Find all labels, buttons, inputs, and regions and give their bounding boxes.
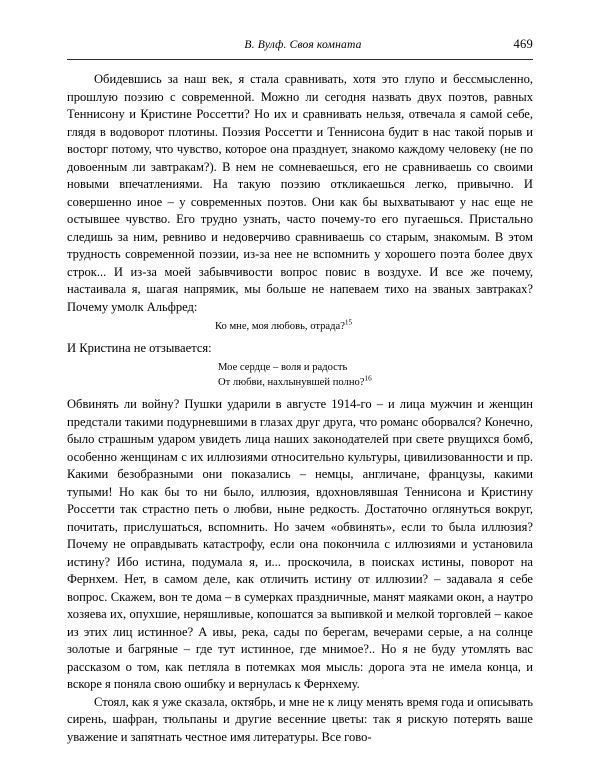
paragraph-opening: Обидевшись за наш век, я стала сравнивать, хотя это глупо и бессмысленно, прошлую поэзию с современной. Можно ли сегодня назвать двух поэтов, равных Теннисону и Кристине Россетти? Но их и сравнивать нельзя, отвечала я самой себе, глядя в водоворот плотины. Поэзия Россетти и Теннисона будит в нас такой порыв и восторг потому, что чувство, которое она празднует, знакомо каждому человеку (не по довоенным ли завтракам?). В нем не сомневаешься, его не сравниваешь со своими новыми впечатлениями. На такую поэзию откликаешься легко, привычно. И совершенно иное – у современных поэтов. Они как бы выхватывают у нас еще не остывшее чувство. Его трудно узнать, часто почему-то его пугаешься. Пристально следишь за ним, ревниво и недоверчиво сравниваешь со старым, знакомым. В этом трудность современной поэзии, из-за нее не вспомнить у хорошего поэта более двух строк... И из-за моей забывчивости вопрос повис в воздухе. И все же почему, настаивала я, шагая напрямик, мы больше не напеваем тихо на званых завтраках? Почему умолк Альфред: bbox=[67, 72, 533, 314]
verse-quotation-alfred bbox=[67, 320, 533, 335]
text-column bbox=[67, 71, 533, 746]
verse-quotation-kristina bbox=[67, 361, 533, 390]
lead-line-kristina: И Кристина не отзывается: bbox=[67, 340, 212, 355]
footnote-marker-16[interactable]: 16 bbox=[364, 374, 372, 383]
verse-line-text: Ко мне, моя любовь, отрада? bbox=[215, 321, 345, 332]
page-number: 469 bbox=[513, 37, 533, 51]
footnote-marker-15[interactable]: 15 bbox=[344, 318, 353, 327]
running-head bbox=[67, 38, 533, 60]
running-head-title: В. Вулф. Своя комната bbox=[244, 38, 362, 51]
verse-line-text: Мое сердце – воля и радость bbox=[218, 362, 348, 374]
verse-line bbox=[218, 361, 533, 376]
verse-line-text: От любви, нахлынувшей полно? bbox=[218, 376, 365, 388]
verse-line bbox=[215, 320, 533, 335]
verse-line bbox=[218, 376, 533, 391]
paragraph-war: Обвинять ли войну? Пушки ударили в августе 1914-го – и лица мужчин и женщин предстали такими подурневшими в глазах друг друга, что романс оборвался? Конечно, было страшным ударом увидеть лица наших законодателей при свете рвущихся бомб, особенно женщинам с их иллюзиями относительно культуры, цивилизованности и пр. Какими безобразными они показались – немцы, англичане, французы, какими тупыми! Но как бы то ни было, иллюзия, вдохновлявшая Теннисона и Кристину Россетти так страстно петь о любви, ныне редкость. Достаточно оглянуться вокруг, почитать, прислушаться, вспомнить. Но зачем «обвинять», если то была иллюзия? Почему не оправдывать катастрофу, если она покончила с иллюзиями и установила истину? Ибо истина, подумала я, и... проскочила, в поисках истины, поворот на Фернхем. Нет, в самом деле, как отличить истину от иллюзии? – задавала я себе вопрос. Скажем, вон те дома – в сумерках праздничные, манят маяками окон, а наутро хозяева их, опухшие, неряшливые, копошатся за выпивкой и мелкой торговлей – какое из этих лиц истинное? А ивы, река, сады по берегам, вечерами серые, а на солнце золотые и багряные – где тут истинное, где мнимое?.. Но я не буду утомлять вас рассказом о том, как петляла в потемках моя мысль: дорога эта не имела конца, и вскоре я поняла свою ошибку и вернулась к Фернхему. bbox=[67, 397, 533, 692]
paragraph-october: Стоял, как я уже сказала, октябрь, и мне не к лицу менять время года и описывать сирень, шафран, тюльпаны и другие весенние цветы: так я рискую потерять ваше уважение и запятнать честное имя литературы. Все гово- bbox=[67, 694, 533, 744]
